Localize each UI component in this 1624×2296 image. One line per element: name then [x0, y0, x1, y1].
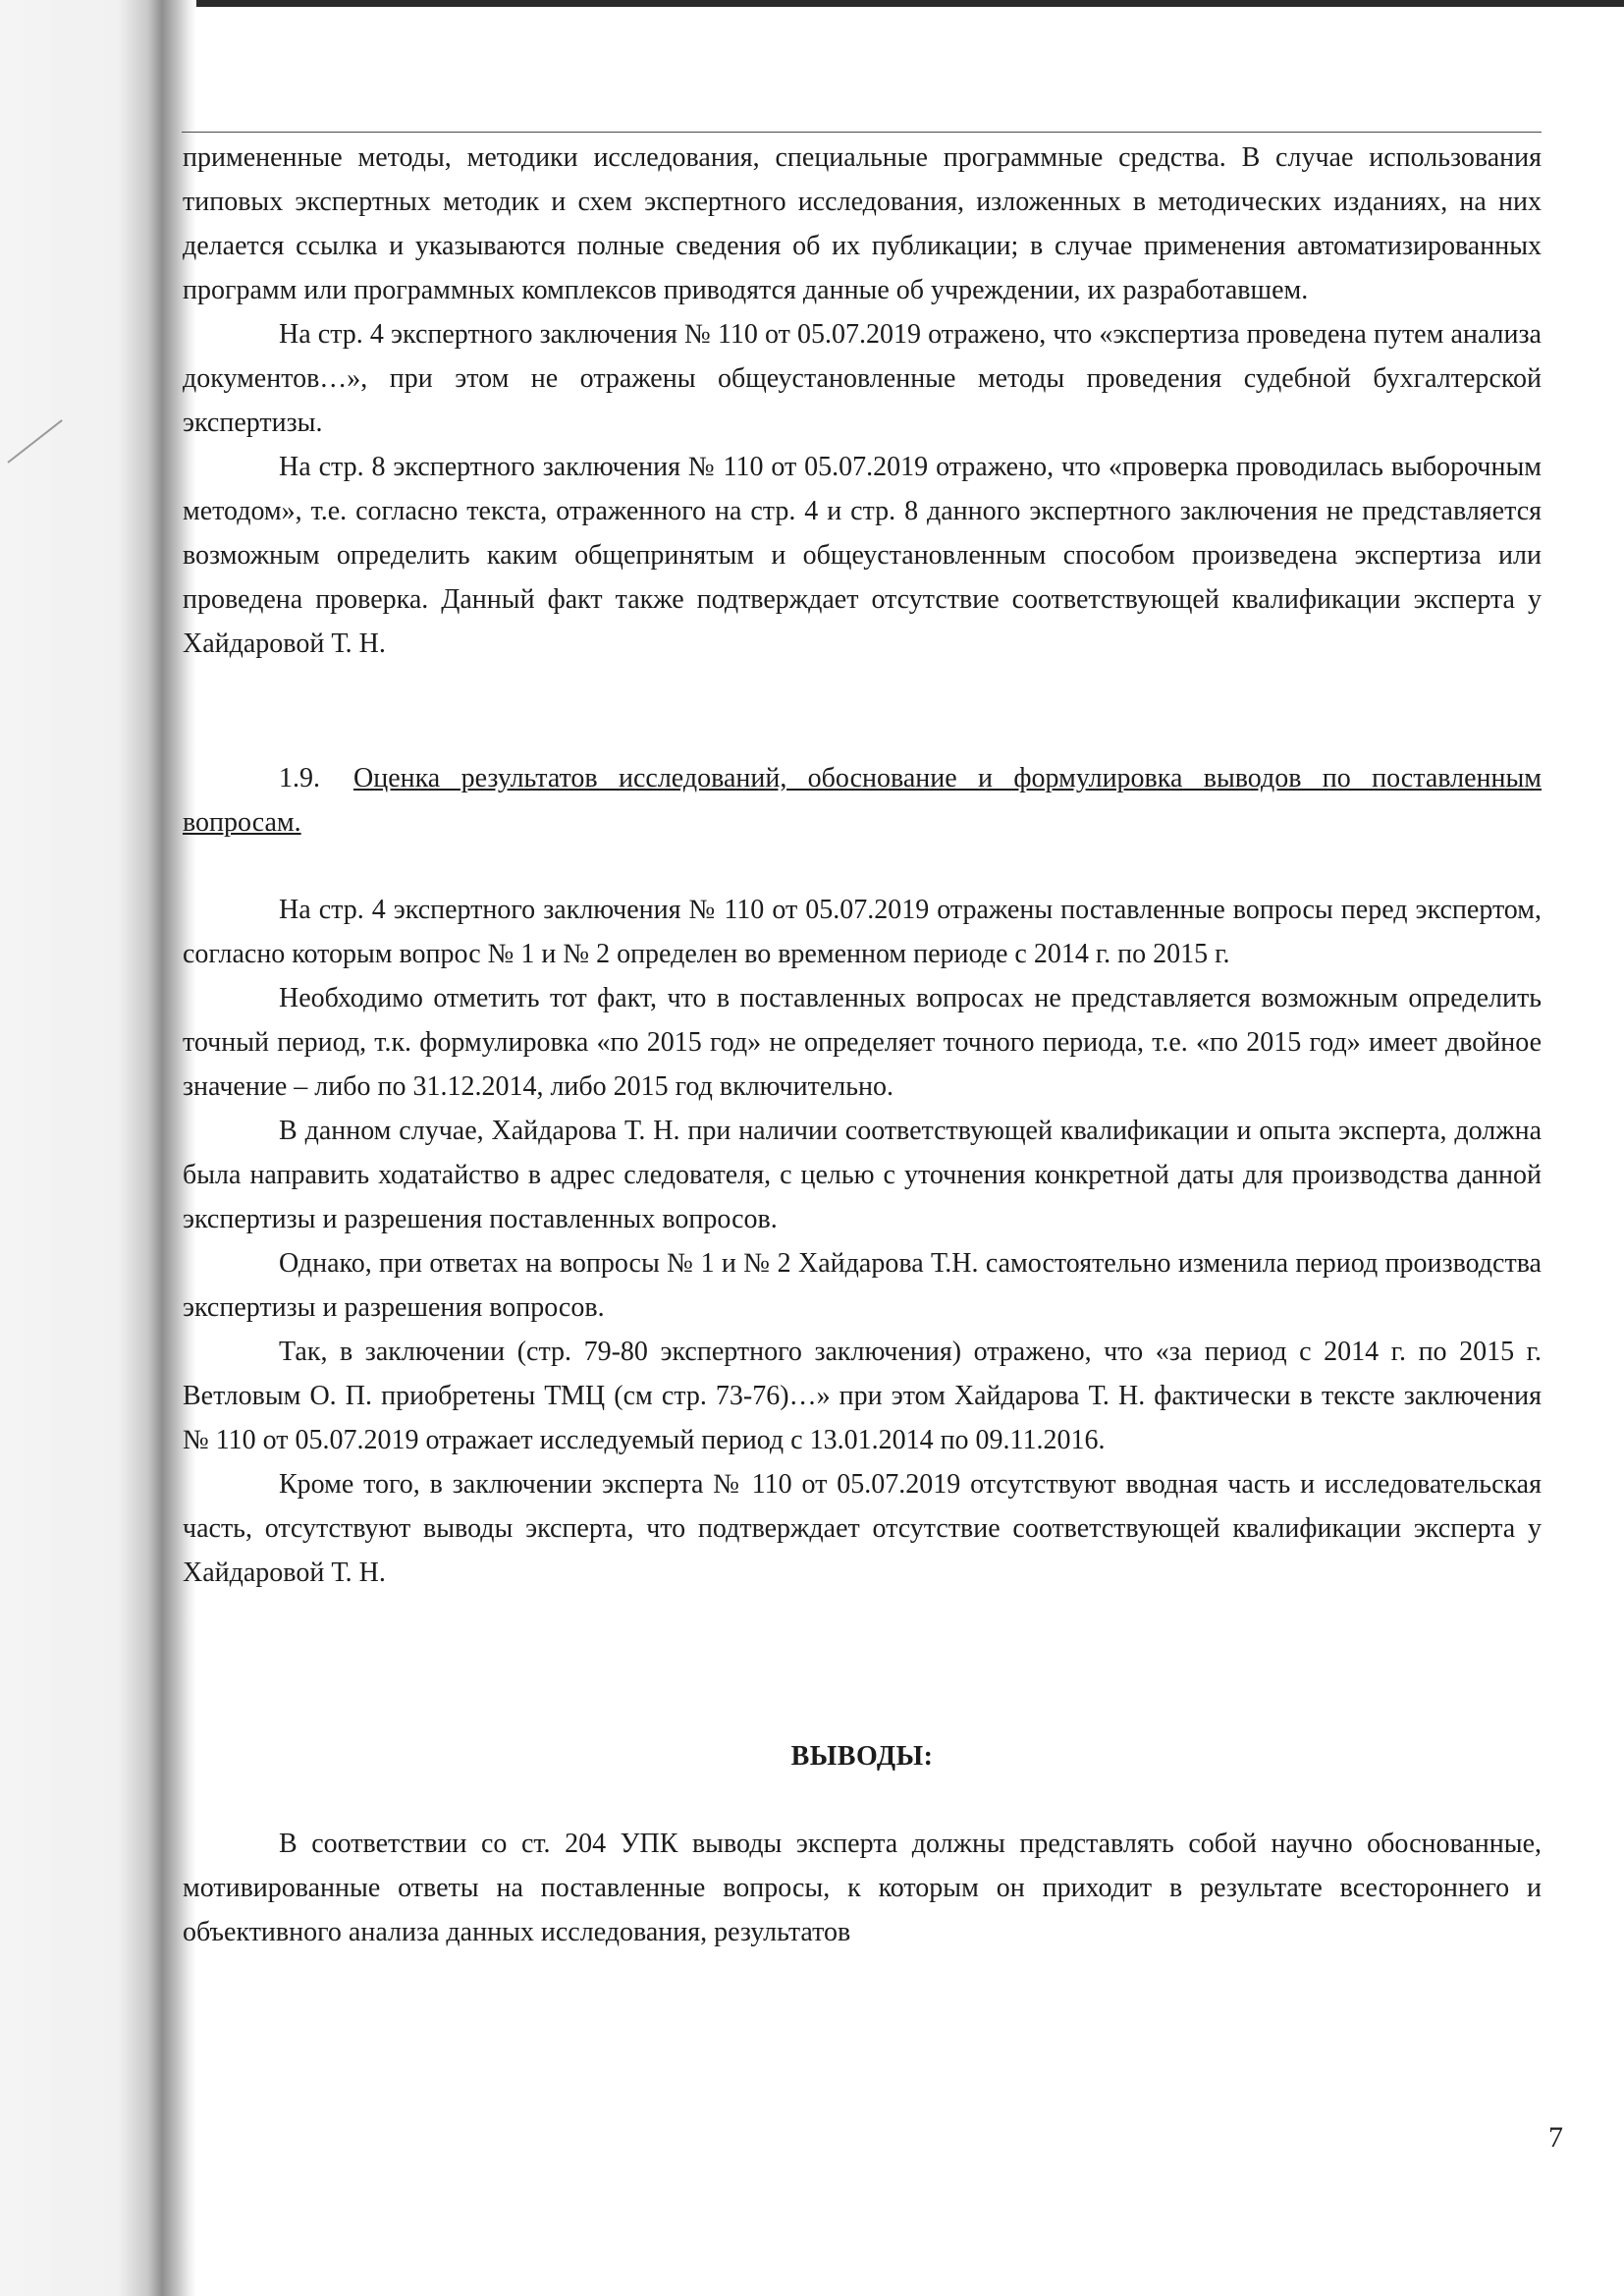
- document-body: [183, 136, 1542, 1954]
- paragraph-questions-period: На стр. 4 экспертного заключения № 110 от 05.07.2019 отражены поставленные вопросы перед экспертом, согласно которым вопрос № 1 и № 2 определен во временном периоде с 2014 г. по 2015 г.: [183, 895, 1542, 969]
- paragraph-period-ambiguity: Необходимо отметить тот факт, что в поставленных вопросах не представляется возможным определить точный период, т.к. формулировка «по 2015 год» не определяет точного периода, т.е. «по 2015 год» имеет двойное значение – либо по 31.12.2014, либо 2015 год включительно.: [183, 983, 1542, 1102]
- conclusions-heading: ВЫВОДЫ:: [790, 1741, 934, 1772]
- spacer: [183, 1778, 1542, 1822]
- section-number: 1.9.: [279, 763, 320, 793]
- paragraph-pages-79-80: Так, в заключении (стр. 79-80 экспертного заключения) отражено, что «за период с 2014 г. по 2015 г. Ветловым О. П. приобретены ТМЦ (см стр. 73-76)…» при этом Хайдарова Т. Н. фактически в тексте заключения № 110 от 05.07.2019 отражает исследуемый период с 13.01.2014 по 09.11.2016.: [183, 1337, 1542, 1455]
- spacer: [183, 1595, 1542, 1734]
- paragraph-page8-sampling: На стр. 8 экспертного заключения № 110 от 05.07.2019 отражено, что «проверка проводилась выборочным методом», т.е. согласно текста, отраженного на стр. 4 и стр. 8 данного экспертного заключения не представляется возможным определить каким общепринятым и общеустановленным способом произведена экспертиза или проведена проверка. Данный факт также подтверждает отсутствие соответствующей квалификации эксперта у Хайдаровой Т. Н.: [183, 452, 1542, 659]
- spacer: [183, 845, 1542, 888]
- paragraph-page4-analysis: На стр. 4 экспертного заключения № 110 от 05.07.2019 отражено, что «экспертиза проведена путем анализа документов…», при этом не отражены общеустановленные методы проведения судебной бухгалтерской экспертизы.: [183, 319, 1542, 438]
- spacer: [183, 666, 1542, 756]
- paragraph-conclusions: В соответствии со ст. 204 УПК выводы эксперта должны представлять собой научно обоснованные, мотивированные ответы на поставленные вопросы, к которым он приходит в результате всестороннего и объективного анализа данных исследования, результатов: [183, 1829, 1542, 1947]
- section-title: Оценка результатов исследований, обоснование и формулировка выводов по поставленным вопросам.: [183, 763, 1542, 838]
- paragraph-petition: В данном случае, Хайдарова Т. Н. при наличии соответствующей квалификации и опыта эксперта, должна была направить ходатайство в адрес следователя, с целью с уточнения конкретной даты для производства данной экспертизы и разрешения поставленных вопросов.: [183, 1116, 1542, 1234]
- scan-top-edge: [0, 0, 1624, 7]
- paragraph-changed-period: Однако, при ответах на вопросы № 1 и № 2 Хайдарова Т.Н. самостоятельно изменила период производства экспертизы и разрешения вопросов.: [183, 1248, 1542, 1323]
- section-heading: [183, 756, 1542, 845]
- page-number: 7: [1548, 2121, 1563, 2154]
- paragraph-missing-parts: Кроме того, в заключении эксперта № 110 от 05.07.2019 отсутствуют вводная часть и исследовательская часть, отсутствуют выводы эксперта, что подтверждает отсутствие соответствующей квалификации эксперта у Хайдаровой Т. Н.: [183, 1469, 1542, 1588]
- binding-shadow: [0, 0, 196, 2296]
- paragraph-methods-continued: примененные методы, методики исследования, специальные программные средства. В случае использования типовых экспертных методик и схем экспертного исследования, изложенных в методических изданиях, на них делается ссылка и указываются полные сведения об их публикации; в случае применения автоматизированных программ или программных комплексов приводятся данные об учреждении, их разработавшем.: [183, 142, 1542, 305]
- header-rule: [182, 132, 1542, 133]
